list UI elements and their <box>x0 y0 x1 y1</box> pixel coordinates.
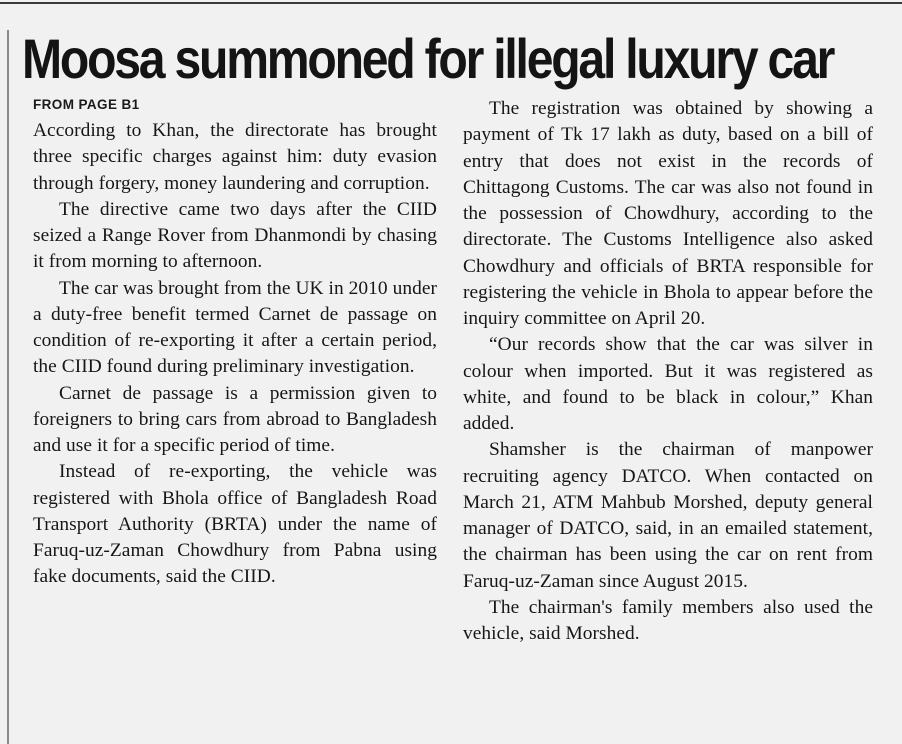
paragraph: Instead of re-exporting, the vehicle was registered with Bhola office of Bangladesh Road Transport Authority (BRTA) under the name of Faruq-uz-Zaman Chowdhury from Pabna using fake documents, said the CIID. <box>33 461 437 588</box>
right-column <box>463 96 873 647</box>
paragraph: The car was brought from the UK in 2010 under a duty-free benefit termed Carnet de passage on condition of re-exporting it after a certain period, the CIID found during preliminary investigation. <box>33 277 437 378</box>
left-column <box>33 118 437 591</box>
paragraph: Carnet de passage is a permission given to foreigners to bring cars from abroad to Bangladesh and use it for a specific period of time. <box>33 382 437 456</box>
paragraph: According to Khan, the directorate has brought three specific charges against him: duty evasion through forgery, money laundering and corruption. <box>33 120 437 194</box>
paragraph: “Our records show that the car was silver in colour when imported. But it was registered as white, and found to be black in colour,” Khan added. <box>463 334 873 434</box>
top-rule <box>0 2 902 4</box>
paragraph: The chairman's family members also used the vehicle, said Morshed. <box>463 596 873 644</box>
paragraph: The registration was obtained by showing a payment of Tk 17 lakh as duty, based on a bill of entry that does not exist in the records of Chittagong Customs. The car was also not found in the possession of Chowdhury, according to the directorate. The Customs Intelligence also asked Chowdhury and officials of BRTA responsible for registering the vehicle in Bhola to appear before the inquiry committee on April 20. <box>463 98 873 329</box>
paragraph: Shamsher is the chairman of manpower recruiting agency DATCO. When contacted on March 21, ATM Mahbub Morshed, deputy general manager of DATCO, said, in an emailed statement, the chairman has been using the car on rent from Faruq-uz-Zaman since August 2015. <box>463 439 873 592</box>
left-column-rule <box>7 30 9 744</box>
headline: Moosa summoned for illegal luxury car <box>22 27 834 90</box>
continued-from-label: FROM PAGE B1 <box>33 97 140 112</box>
paragraph: The directive came two days after the CIID seized a Range Rover from Dhanmondi by chasing it from morning to afternoon. <box>33 198 437 273</box>
